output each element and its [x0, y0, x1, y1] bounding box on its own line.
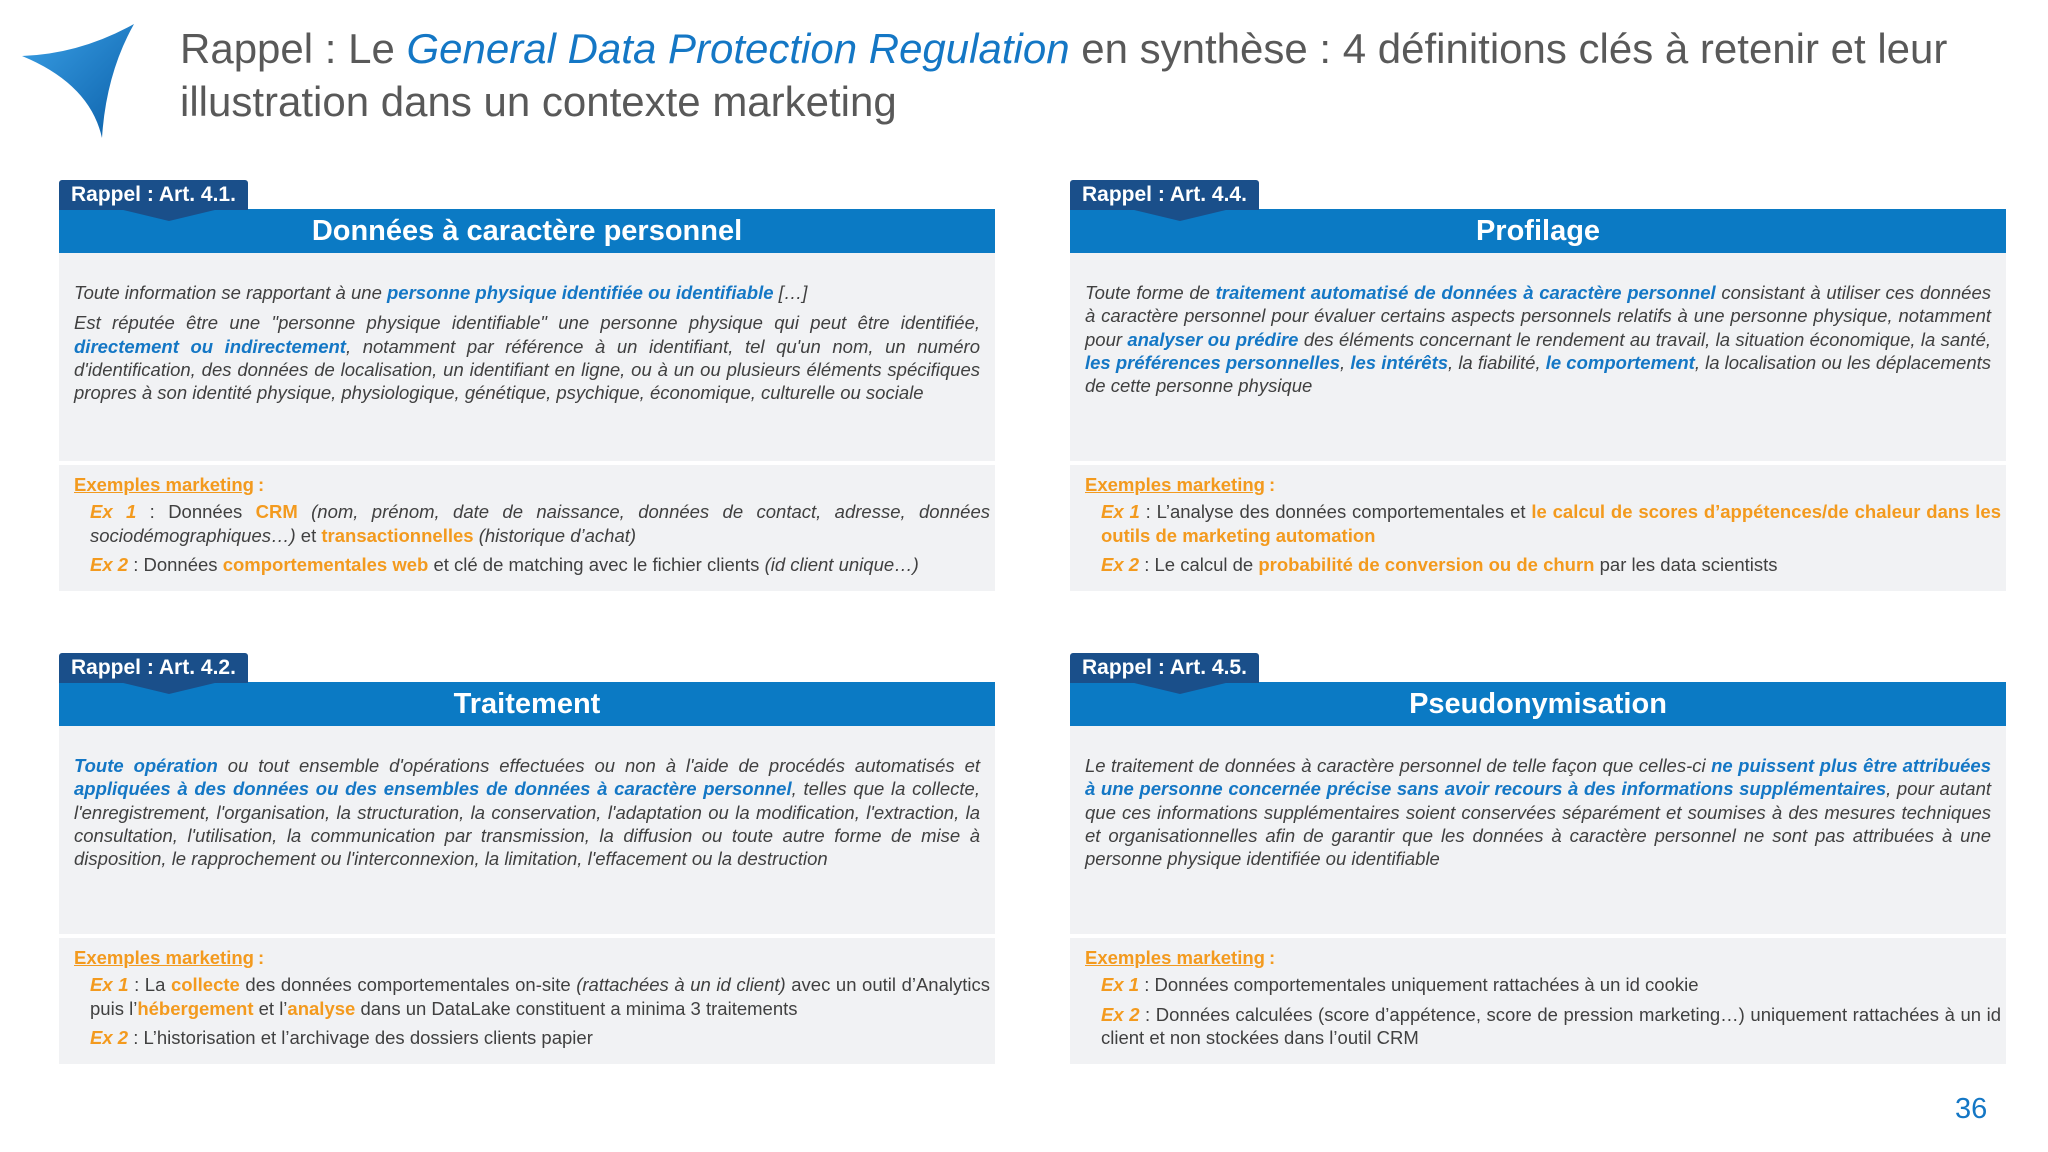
- definition-panel: [59, 253, 995, 461]
- example-item: Ex 1 : L’analyse des données comportementales et le calcul de scores d’appétences/de chaleur dans les outils de marketing automation: [1101, 501, 2001, 546]
- examples-title: Exemples marketing :: [1085, 947, 1276, 968]
- definition-panel: [59, 726, 995, 934]
- examples-panel: [1070, 938, 2006, 1064]
- examples-panel: [59, 938, 995, 1064]
- tag-pointer-icon: [1130, 209, 1230, 221]
- example-item: Ex 1 : La collecte des données comportementales on-site (rattachées à un id client) avec un outil d’Analytics puis l’hébergement et l’analyse dans un DataLake constituent a minima 3 traitements: [90, 974, 990, 1019]
- example-item: Ex 1 : Données comportementales uniquement rattachées à un id cookie: [1101, 974, 1699, 996]
- examples-title: Exemples marketing :: [1085, 474, 1276, 495]
- example-item: Ex 2 : Le calcul de probabilité de conversion ou de churn par les data scientists: [1101, 553, 1778, 575]
- article-tag: Rappel : Art. 4.2.: [59, 653, 248, 683]
- definition-panel: [1070, 726, 2006, 934]
- page-number: 36: [1955, 1093, 1988, 1125]
- tag-pointer-icon: [119, 682, 219, 694]
- article-tag: Rappel : Art. 4.1.: [59, 180, 248, 210]
- tag-pointer-icon: [1130, 682, 1230, 694]
- examples-panel: [1070, 465, 2006, 591]
- example-item: Ex 2 : L’historisation et l’archivage des dossiers clients papier: [90, 1026, 593, 1048]
- triangle-arrow-logo-icon: [20, 24, 138, 140]
- definition-paragraph: Est réputée être une "personne physique identifiable" une personne physique qui peut être identifiée, directement ou indirectement, notamment par référence à un identifiant, tel qu'un nom, un numéro d'identification, des données de localisation, un identifiant en ligne, ou à un ou plusieurs éléments spécifiques propres à son identité physique, physiologique, génétique, psychique, économique, culturelle ou sociale: [74, 312, 980, 404]
- card-header: Profilage: [1070, 209, 2006, 253]
- card-header: Données à caractère personnel: [59, 209, 995, 253]
- example-item: Ex 1 : Données CRM (nom, prénom, date de naissance, données de contact, adresse, données sociodémographiques…) et transactionnelles (historique d’achat): [90, 501, 990, 546]
- example-item: Ex 2 : Données comportementales web et clé de matching avec le fichier clients (id client unique…): [90, 553, 919, 575]
- examples-panel: [59, 465, 995, 591]
- tag-pointer-icon: [119, 209, 219, 221]
- example-item: Ex 2 : Données calculées (score d’appétence, score de pression marketing…) uniquement rattachées à un id client et non stockées dans l’outil CRM: [1101, 1003, 2001, 1048]
- definition-paragraph: Toute information se rapportant à une personne physique identifiée ou identifiable […]: [74, 282, 808, 303]
- card-header: Pseudonymisation: [1070, 682, 2006, 726]
- definition-panel: [1070, 253, 2006, 461]
- article-tag: Rappel : Art. 4.5.: [1070, 653, 1259, 683]
- definition-paragraph: Toute opération ou tout ensemble d'opérations effectuées ou non à l'aide de procédés automatisés et appliquées à des données ou des ensembles de données à caractère personnel, telles que la collecte, l'enregistrement, l'organisation, la structuration, la conservation, l'adaptation ou la modification, l'extraction, la consultation, l'utilisation, la communication par transmission, la diffusion ou toute autre forme de mise à disposition, le rapprochement ou l'interconnexion, la limitation, l'effacement ou la destruction: [74, 755, 980, 870]
- examples-title: Exemples marketing :: [74, 947, 265, 968]
- definition-paragraph: Toute forme de traitement automatisé de données à caractère personnel consistant à utiliser ces données à caractère personnel pour évaluer certains aspects personnels relatifs à une personne physique, notamment pour analyser ou prédire des éléments concernant le rendement au travail, la situation économique, la santé, les préférences personnelles, les intérêts, la fiabilité, le comportement, la localisation ou les déplacements de cette personne physique: [1085, 282, 1992, 397]
- card-header: Traitement: [59, 682, 995, 726]
- examples-title: Exemples marketing :: [74, 474, 265, 495]
- page-title: Rappel : Le General Data Protection Regulation en synthèse : 4 définitions clés à retenir et leur illustration dans un contexte marketing: [180, 25, 1948, 125]
- article-tag: Rappel : Art. 4.4.: [1070, 180, 1259, 210]
- definition-paragraph: Le traitement de données à caractère personnel de telle façon que celles-ci ne puissent plus être attribuées à une personne concernée précise sans avoir recours à des informations supplémentaires, pour autant que ces informations supplémentaires soient conservées séparément et soumises à des mesures techniques et organisationnelles afin de garantir que les données à caractère personnel ne sont pas attribuées à une personne physique identifiée ou identifiable: [1085, 755, 1991, 870]
